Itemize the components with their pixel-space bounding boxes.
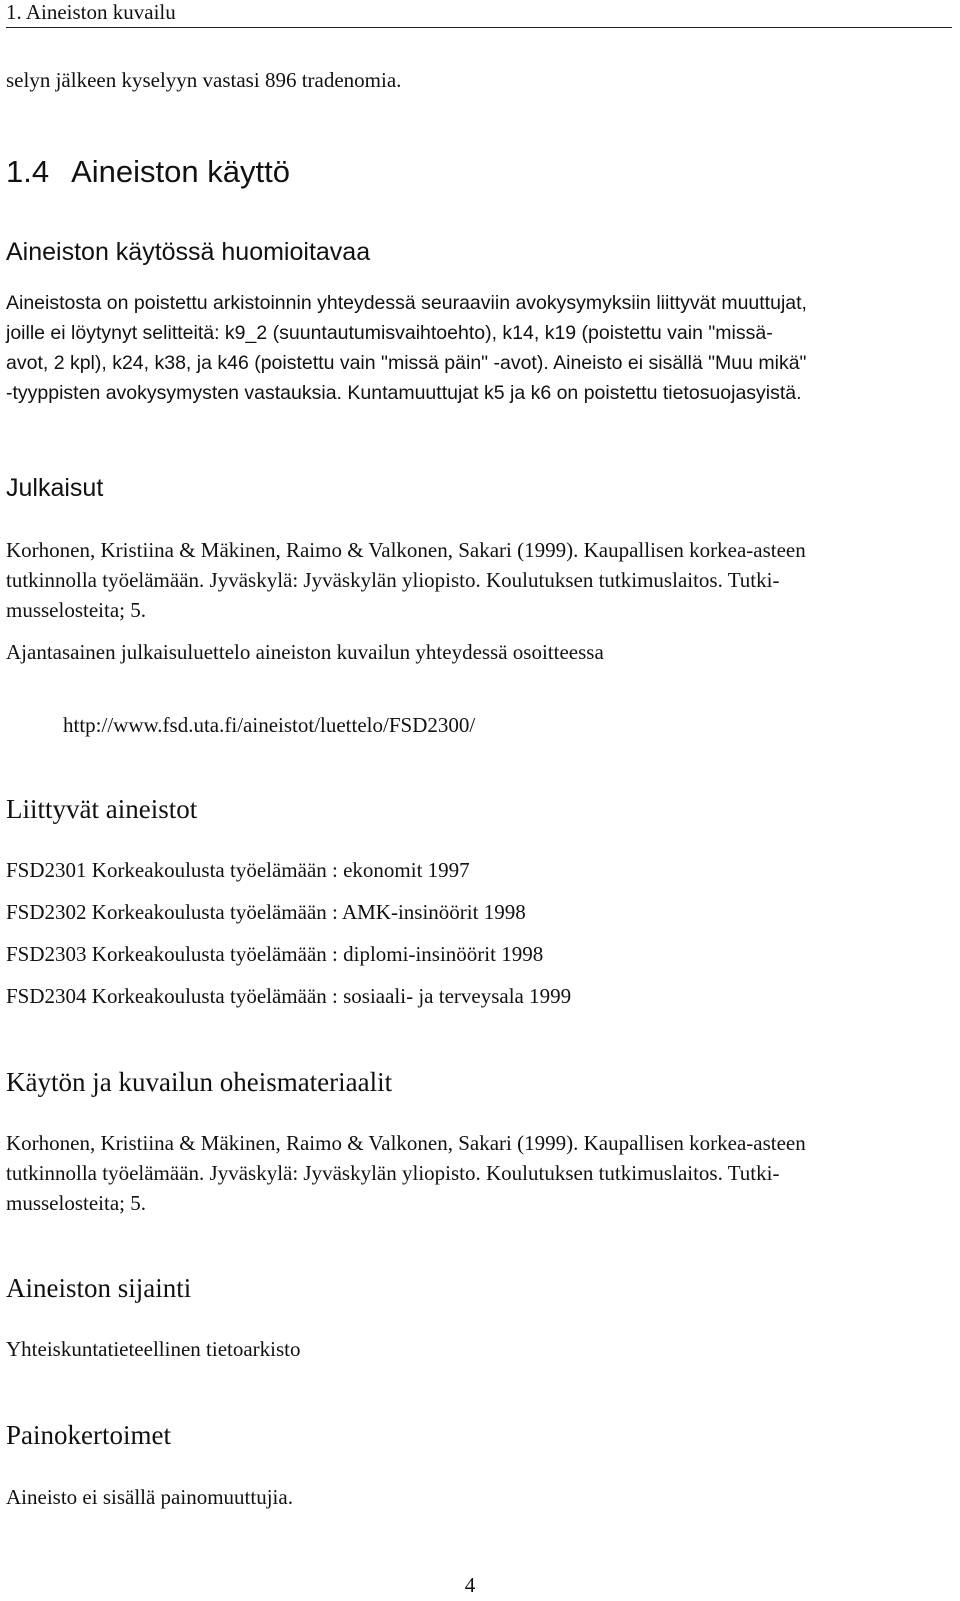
publication-reference-line: Korhonen, Kristiina & Mäkinen, Raimo & Valkonen, Sakari (1999). Kaupallisen korkea-asteen	[6, 538, 806, 562]
notes-heading: Aineiston käytössä huomioitavaa	[6, 238, 371, 266]
related-heading: Liittyvät aineistot	[6, 794, 198, 824]
notes-line: joille ei löytynyt selitteitä: k9_2 (suuntautumisvaihtoehto), k14, k19 (poistettu vain "missä-	[6, 322, 773, 344]
notes-line: Aineistosta on poistettu arkistoinnin yhteydessä seuraaviin avokysymyksiin liittyvät muuttujat,	[6, 292, 807, 314]
related-item: FSD2301 Korkeakoulusta työelämään : ekonomit 1997	[6, 858, 470, 882]
publication-reference-line: tutkinnolla työelämään. Jyväskylä: Jyväskylän yliopisto. Koulutuksen tutkimuslaitos. Tutki-	[6, 568, 780, 592]
section-title: Aineiston käyttö	[71, 154, 290, 189]
intro-fragment: selyn jälkeen kyselyyn vastasi 896 tradenomia.	[6, 68, 402, 92]
weights-heading: Painokertoimet	[6, 1420, 171, 1450]
publication-list-note: Ajantasainen julkaisuluettelo aineiston kuvailun yhteydessä osoitteessa	[6, 640, 604, 664]
notes-line: -tyyppisten avokysymysten vastauksia. Kuntamuuttujat k5 ja k6 on poistettu tietosuojasyistä.	[6, 382, 802, 404]
related-item: FSD2304 Korkeakoulusta työelämään : sosiaali- ja terveysala 1999	[6, 984, 572, 1008]
running-head: 1. Aineiston kuvailu	[6, 0, 952, 28]
publications-heading: Julkaisut	[6, 474, 104, 502]
notes-line: avot, 2 kpl), k24, k38, ja k46 (poistettu vain "missä päin" -avot). Aineisto ei sisällä "Muu mikä"	[6, 352, 807, 374]
section-heading	[6, 154, 290, 190]
materials-reference-line: tutkinnolla työelämään. Jyväskylä: Jyväskylän yliopisto. Koulutuksen tutkimuslaitos. Tutki-	[6, 1161, 780, 1185]
location-heading: Aineiston sijainti	[6, 1273, 192, 1303]
publication-reference-line: musselosteita; 5.	[6, 598, 146, 622]
materials-reference-line: musselosteita; 5.	[6, 1191, 146, 1215]
related-item: FSD2302 Korkeakoulusta työelämään : AMK-insinöörit 1998	[6, 900, 526, 924]
publication-list-url[interactable]: http://www.fsd.uta.fi/aineistot/luettelo/FSD2300/	[63, 713, 476, 737]
weights-text: Aineisto ei sisällä painomuuttujia.	[6, 1485, 293, 1509]
materials-reference-line: Korhonen, Kristiina & Mäkinen, Raimo & Valkonen, Sakari (1999). Kaupallisen korkea-asteen	[6, 1131, 806, 1155]
section-number: 1.4	[6, 154, 50, 189]
related-item: FSD2303 Korkeakoulusta työelämään : diplomi-insinöörit 1998	[6, 942, 544, 966]
page-number: 4	[464, 1573, 476, 1597]
location-text: Yhteiskuntatieteellinen tietoarkisto	[6, 1337, 301, 1361]
materials-heading: Käytön ja kuvailun oheismateriaalit	[6, 1067, 393, 1097]
